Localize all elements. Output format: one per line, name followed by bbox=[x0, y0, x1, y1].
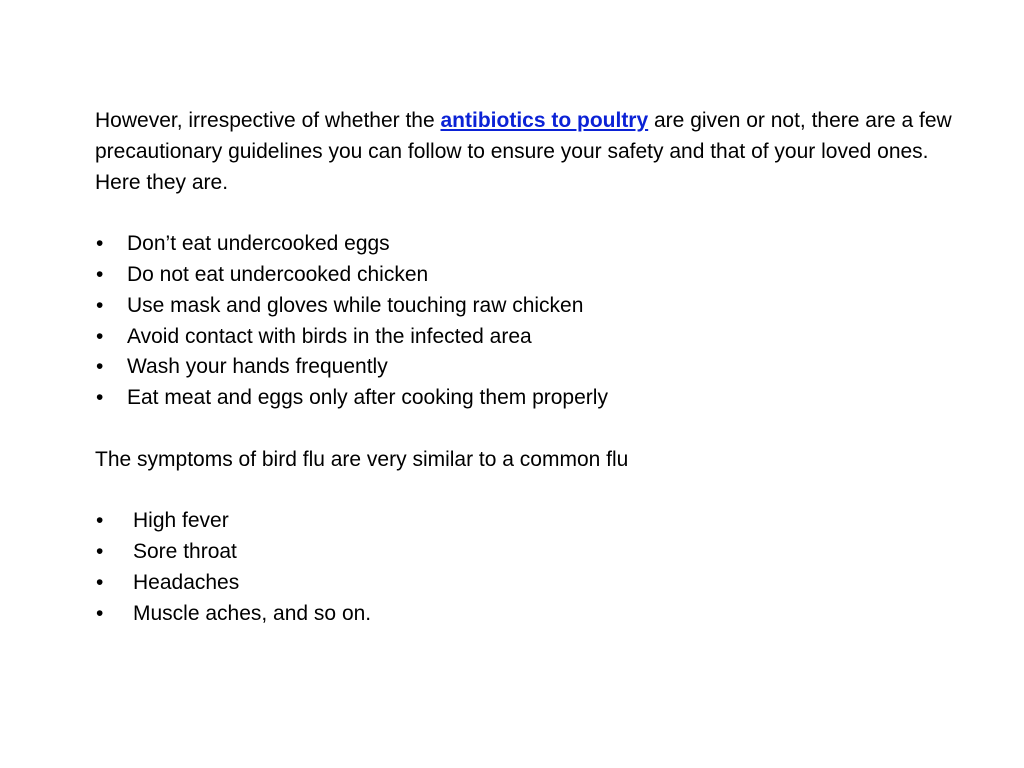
bullet-icon: • bbox=[96, 509, 104, 533]
list-item-text: Eat meat and eggs only after cooking them properly bbox=[127, 386, 608, 410]
list-item bbox=[95, 537, 955, 568]
symptoms-list bbox=[95, 506, 955, 629]
list-item-text: Sore throat bbox=[133, 540, 237, 564]
intro-text-before-link: However, irrespective of whether the bbox=[95, 109, 441, 132]
list-item bbox=[95, 291, 955, 322]
list-item bbox=[95, 322, 955, 353]
bullet-icon: • bbox=[96, 355, 104, 379]
list-item bbox=[95, 506, 955, 537]
bullet-icon: • bbox=[96, 540, 104, 564]
spacer bbox=[95, 414, 955, 445]
list-item bbox=[95, 352, 955, 383]
list-item-text: Do not eat undercooked chicken bbox=[127, 262, 429, 286]
bullet-icon: • bbox=[96, 293, 104, 317]
symptoms-intro: The symptoms of bird flu are very similar to a common flu bbox=[95, 447, 629, 471]
bullet-icon: • bbox=[96, 570, 104, 594]
intro-paragraph bbox=[95, 106, 955, 198]
list-item-text: High fever bbox=[133, 509, 229, 533]
bullet-icon: • bbox=[96, 232, 104, 256]
intro-text-after-link: are given or not, there are a few precautionary guidelines you can follow to ensure your safety and that of your loved ones. Here they are. bbox=[95, 109, 952, 194]
list-item-text: Muscle aches, and so on. bbox=[133, 601, 372, 625]
list-item bbox=[95, 383, 955, 414]
list-item bbox=[95, 229, 955, 260]
list-item bbox=[95, 568, 955, 599]
list-item-text: Headaches bbox=[133, 570, 240, 594]
list-item-text: Use mask and gloves while touching raw chicken bbox=[127, 293, 584, 317]
list-item-text: Wash your hands frequently bbox=[127, 355, 388, 379]
bullet-icon: • bbox=[96, 601, 104, 625]
bullet-icon: • bbox=[96, 262, 104, 286]
list-item bbox=[95, 260, 955, 291]
precautions-list bbox=[95, 229, 955, 414]
list-item-text: Avoid contact with birds in the infected area bbox=[127, 324, 532, 348]
bullet-icon: • bbox=[96, 386, 104, 410]
spacer bbox=[95, 476, 955, 507]
antibiotics-link[interactable]: antibiotics to poultry bbox=[440, 109, 649, 132]
slide-content bbox=[95, 106, 955, 630]
spacer bbox=[95, 198, 955, 229]
list-item bbox=[95, 599, 955, 630]
bullet-icon: • bbox=[96, 324, 104, 348]
list-item-text: Don’t eat undercooked eggs bbox=[127, 232, 390, 256]
